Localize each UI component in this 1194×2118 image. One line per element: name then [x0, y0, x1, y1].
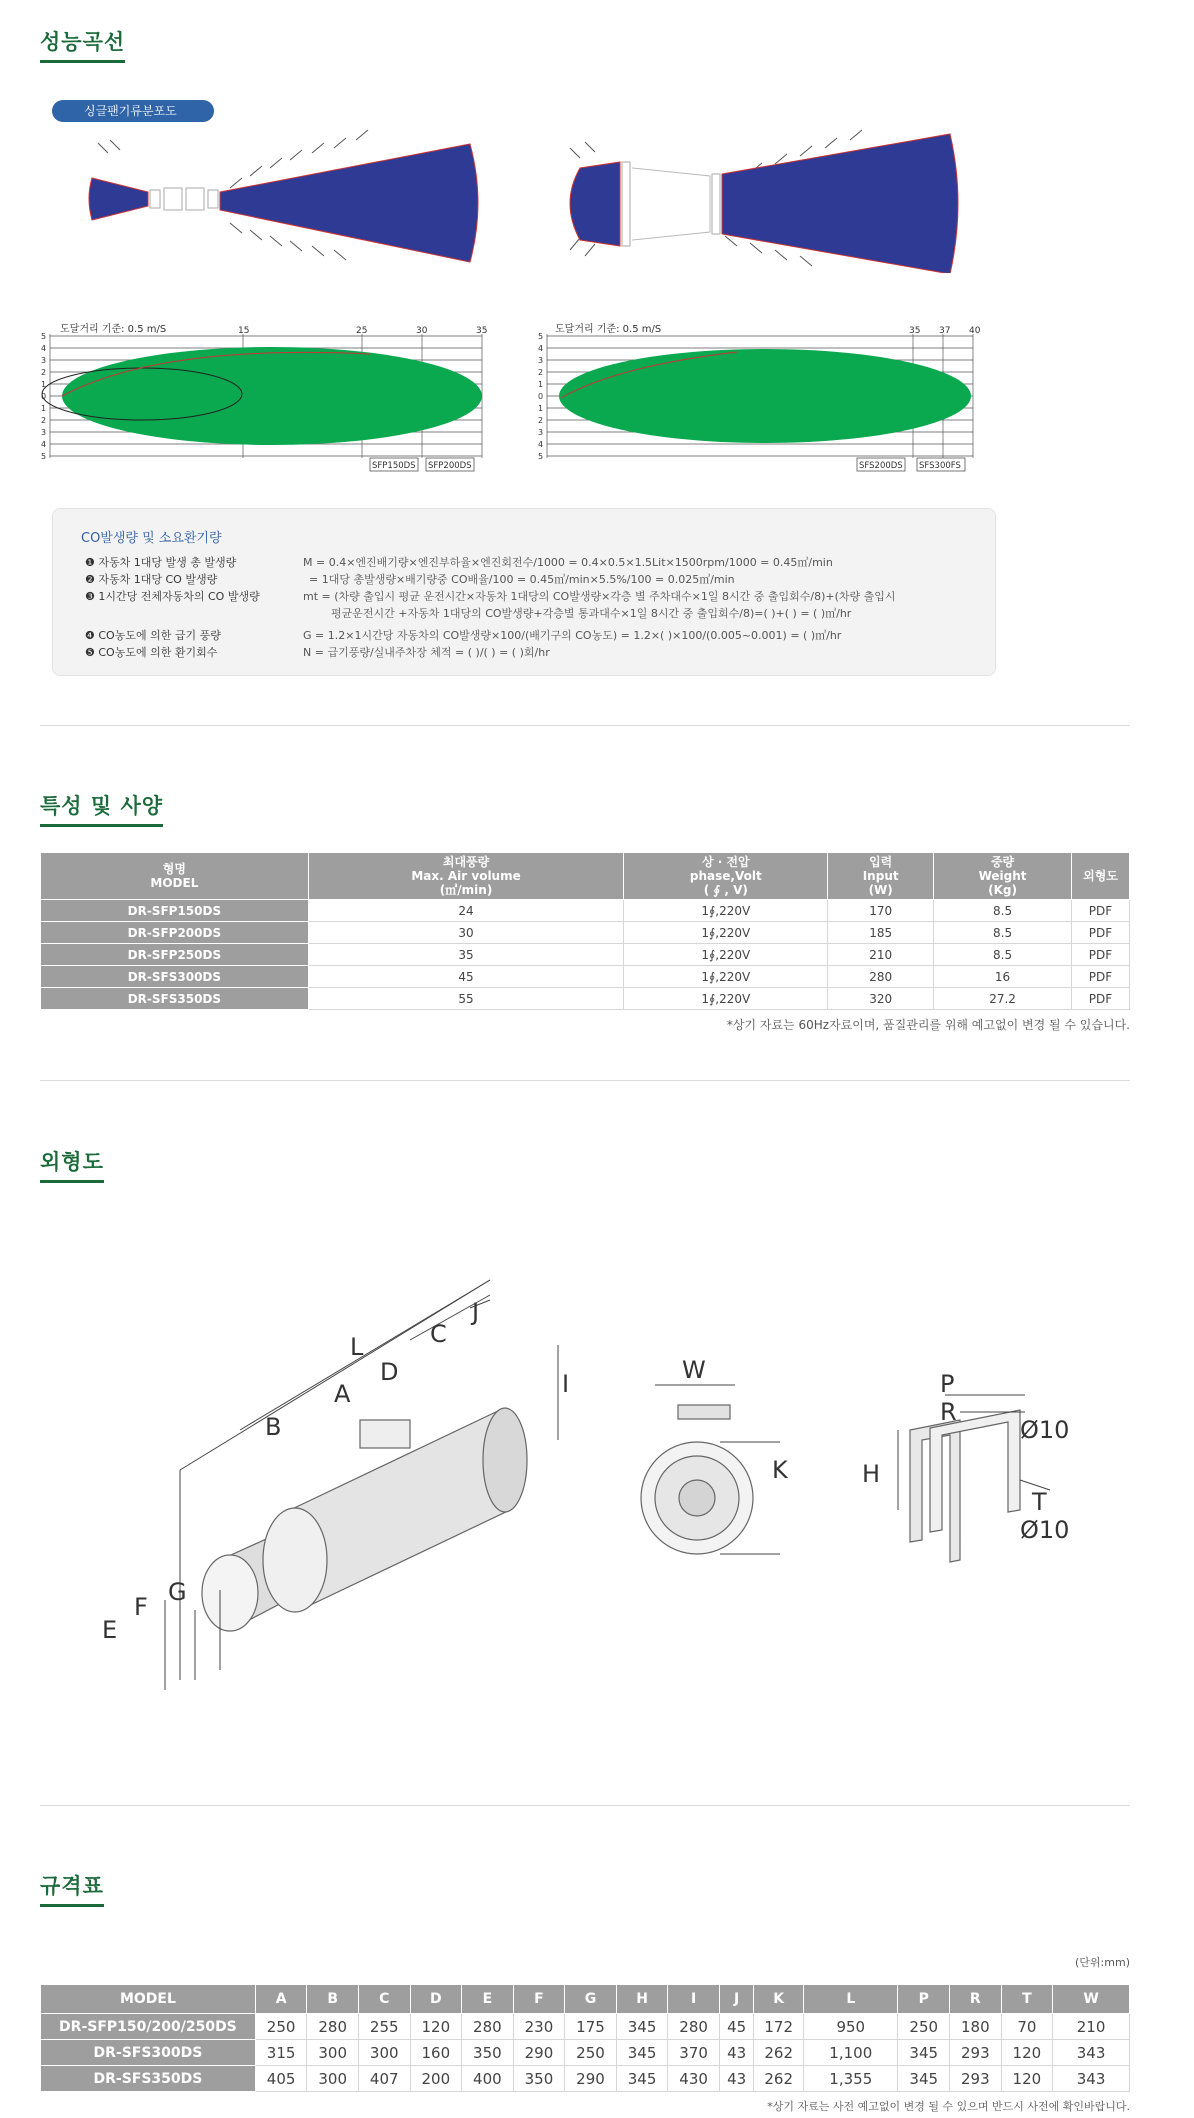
dim-cell: 262: [754, 2066, 804, 2092]
dim-cell: 180: [950, 2014, 1002, 2040]
chart-ytick: 2: [538, 368, 544, 377]
dim-header-cell: R: [950, 1985, 1002, 2014]
dim-cell: 172: [754, 2014, 804, 2040]
model-cell: DR-SFS350DS: [41, 988, 309, 1010]
spec-header-row: [41, 853, 1130, 900]
dim-cell: 1,355: [804, 2066, 898, 2092]
dim-cell: 262: [754, 2040, 804, 2066]
outline-drawing: [80, 1260, 1120, 1700]
chart-ytick: 4: [41, 344, 47, 353]
pdf-link[interactable]: PDF: [1072, 944, 1130, 966]
dim-label: P: [940, 1370, 955, 1398]
co-formula: mt = (차량 출입시 평균 운전시간×자동차 1대당의 CO발생량×각층 별 주차대수×1일 8시간 중 출입회수/8)+(차량 출입시: [303, 590, 896, 603]
chart1-model-label: SFP150DS: [372, 461, 416, 471]
chart1-model-label: SFP200DS: [428, 461, 472, 471]
dim-cell: 370: [668, 2040, 720, 2066]
dim-cell: 293: [950, 2066, 1002, 2092]
co-calculation-box: [52, 508, 996, 676]
dim-header-cell: I: [668, 1985, 720, 2014]
phase-cell: 1∮,220V: [624, 966, 828, 988]
chart-ytick: 2: [41, 368, 47, 377]
input-cell: 320: [828, 988, 934, 1010]
air-cell: 30: [308, 922, 624, 944]
chart-ytick: 3: [538, 428, 544, 437]
dim-cell: 1,100: [804, 2040, 898, 2066]
phase-cell: 1∮,220V: [624, 900, 828, 922]
weight-cell: 8.5: [934, 922, 1072, 944]
model-cell: DR-SFS300DS: [41, 2040, 256, 2066]
co-label: ❸ 1시간당 전체자동차의 CO 발생량: [85, 590, 260, 603]
dim-cell: 250: [565, 2040, 617, 2066]
dim-header-cell: G: [565, 1985, 617, 2014]
input-cell: 280: [828, 966, 934, 988]
dim-header-cell: W: [1053, 1985, 1130, 2014]
input-cell: 170: [828, 900, 934, 922]
dimension-table: [40, 1984, 1130, 2092]
dim-label: D: [380, 1358, 399, 1386]
dim-label: Ø10: [1020, 1516, 1070, 1544]
dim-header-cell: F: [513, 1985, 565, 2014]
divider: [40, 1805, 1130, 1806]
chart1-caption: 도달거리 기준: 0.5 m/S: [60, 324, 167, 335]
dim-label: C: [430, 1320, 447, 1348]
dim-header-cell: E: [462, 1985, 514, 2014]
dim-cell: 43: [719, 2040, 753, 2066]
table-row: [41, 2066, 1130, 2092]
dim-label: F: [134, 1593, 148, 1621]
chart-ytick: 5: [538, 332, 544, 341]
table-row: [41, 988, 1130, 1010]
dim-header-cell: P: [898, 1985, 950, 2014]
chart-ytick: 4: [41, 440, 47, 449]
model-cell: DR-SFP150DS: [41, 900, 309, 922]
co-label: ❹ CO농도에 의한 급기 풍량: [85, 629, 221, 642]
dim-cell: 210: [1053, 2014, 1130, 2040]
double-fan-airflow-diagram: [550, 128, 970, 273]
pdf-link[interactable]: PDF: [1072, 966, 1130, 988]
dim-cell: 175: [565, 2014, 617, 2040]
dim-cell: 407: [358, 2066, 410, 2092]
dim-cell: 290: [513, 2040, 565, 2066]
weight-cell: 27.2: [934, 988, 1072, 1010]
dim-cell: 405: [255, 2066, 307, 2092]
dim-label: A: [334, 1380, 351, 1408]
dim-cell: 293: [950, 2040, 1002, 2066]
dim-cell: 70: [1001, 2014, 1053, 2040]
table-row: [41, 944, 1130, 966]
co-label: ❺ CO농도에 의한 환기회수: [85, 646, 218, 659]
chart-ytick: 1: [41, 404, 47, 413]
airflow-distribution-pill: 싱글팬기류분포도: [52, 100, 214, 122]
chart1-distribution-chart: [40, 326, 490, 480]
dim-label: H: [862, 1460, 881, 1488]
dim-header-cell: T: [1001, 1985, 1053, 2014]
dim-header-cell: J: [719, 1985, 753, 2014]
dim-cell: 315: [255, 2040, 307, 2066]
features-section-title: 특성 및 사양: [40, 790, 163, 827]
spec-header-air: 최대풍량 Max. Air volume (㎥/min): [308, 853, 624, 900]
co-box-title: CO발생량 및 소요환기량: [81, 531, 222, 546]
dim-label: I: [562, 1370, 570, 1398]
chart-ytick: 5: [41, 452, 47, 461]
table-row: [41, 922, 1130, 944]
weight-cell: 8.5: [934, 900, 1072, 922]
dim-cell: 300: [358, 2040, 410, 2066]
dim-cell: 300: [307, 2066, 359, 2092]
dim-label: J: [472, 1298, 480, 1326]
dim-cell: 345: [898, 2040, 950, 2066]
table-row: [41, 966, 1130, 988]
chart1-xtick: 30: [416, 326, 428, 336]
dim-cell: 430: [668, 2066, 720, 2092]
dim-cell: 343: [1053, 2040, 1130, 2066]
divider: [40, 725, 1130, 726]
chart-ytick: 5: [538, 452, 544, 461]
dim-label: L: [350, 1333, 364, 1361]
dim-cell: 400: [462, 2066, 514, 2092]
chart-ytick: 1: [538, 380, 544, 389]
dim-cell: 343: [1053, 2066, 1130, 2092]
dim-label: Ø10: [1020, 1416, 1070, 1444]
model-cell: DR-SFP150/200/250DS: [41, 2014, 256, 2040]
table-row: [41, 2014, 1130, 2040]
dim-label: B: [265, 1413, 282, 1441]
chart-ytick: 3: [538, 356, 544, 365]
chart-ytick: 4: [538, 440, 544, 449]
dim-cell: 280: [668, 2014, 720, 2040]
chart1-xtick: 35: [476, 326, 488, 336]
dim-cell: 290: [565, 2066, 617, 2092]
dim-cell: 160: [410, 2040, 462, 2066]
dim-cell: 120: [410, 2014, 462, 2040]
spec-note: *상기 자료는 60Hz자료이며, 품질관리를 위해 예고없이 변경 될 수 있습니다.: [726, 1018, 1130, 1032]
dim-cell: 250: [255, 2014, 307, 2040]
dim-header-cell: C: [358, 1985, 410, 2014]
dim-cell: 230: [513, 2014, 565, 2040]
dim-header-cell: K: [754, 1985, 804, 2014]
chart2-xtick: 40: [969, 326, 981, 336]
dim-cell: 200: [410, 2066, 462, 2092]
chart-ytick: 3: [41, 356, 47, 365]
spec-header-input: 입력 Input (W): [828, 853, 934, 900]
dim-header-row: [41, 1985, 1130, 2014]
dim-header-cell: A: [255, 1985, 307, 2014]
model-cell: DR-SFS300DS: [41, 966, 309, 988]
dim-header-cell: B: [307, 1985, 359, 2014]
chart-ytick: 4: [538, 344, 544, 353]
chart1-xtick: 15: [238, 326, 250, 336]
co-label: ❶ 자동차 1대당 발생 총 발생량: [85, 556, 237, 569]
dim-cell: 300: [307, 2040, 359, 2066]
chart2-model-label: SFS200DS: [859, 461, 903, 471]
chart-ytick: 0: [41, 392, 47, 401]
co-formula: 평균운전시간 +자동차 1대당의 CO발생량+각층별 통과대수×1일 8시간 중 출입회수/8)=( )+( ) = ( )㎥/hr: [331, 607, 852, 620]
model-cell: DR-SFS350DS: [41, 2066, 256, 2092]
dim-cell: 45: [719, 2014, 753, 2040]
phase-cell: 1∮,220V: [624, 944, 828, 966]
chart-ytick: 1: [538, 404, 544, 413]
table-row: [41, 900, 1130, 922]
air-cell: 35: [308, 944, 624, 966]
air-cell: 45: [308, 966, 624, 988]
model-cell: DR-SFP200DS: [41, 922, 309, 944]
air-cell: 55: [308, 988, 624, 1010]
dim-cell: 280: [462, 2014, 514, 2040]
dim-header-cell: D: [410, 1985, 462, 2014]
dim-cell: 345: [616, 2066, 668, 2092]
outline-section-title: 외형도: [40, 1146, 104, 1183]
dim-cell: 950: [804, 2014, 898, 2040]
dim-cell: 345: [616, 2040, 668, 2066]
co-label: ❷ 자동차 1대당 CO 발생량: [85, 573, 218, 586]
pdf-link[interactable]: PDF: [1072, 900, 1130, 922]
dim-header-cell: L: [804, 1985, 898, 2014]
dim-cell: 120: [1001, 2066, 1053, 2092]
dim-cell: 250: [898, 2014, 950, 2040]
chart-ytick: 1: [41, 380, 47, 389]
chart-ytick: 2: [538, 416, 544, 425]
single-fan-airflow-diagram: [80, 128, 500, 268]
spec-header-weight: 중량 Weight (Kg): [934, 853, 1072, 900]
co-formula: G = 1.2×1시간당 자동차의 CO발생량×100/(배기구의 CO농도) = 1.2×( )×100/(0.005~0.001) = ( )㎥/hr: [303, 629, 842, 642]
unit-label: (단위:mm): [1075, 1956, 1130, 1969]
dim-label: T: [1032, 1488, 1047, 1516]
chart2-distribution-chart: [537, 326, 987, 480]
phase-cell: 1∮,220V: [624, 988, 828, 1010]
dim-cell: 345: [898, 2066, 950, 2092]
pdf-link[interactable]: PDF: [1072, 988, 1130, 1010]
chart-ytick: 3: [41, 428, 47, 437]
dim-header-cell: H: [616, 1985, 668, 2014]
dim-cell: 255: [358, 2014, 410, 2040]
dim-header-cell: MODEL: [41, 1985, 256, 2014]
model-cell: DR-SFP250DS: [41, 944, 309, 966]
chart-ytick: 2: [41, 416, 47, 425]
dim-label: E: [102, 1616, 118, 1644]
co-formula: N = 급기풍량/실내주차장 체적 = ( )/( ) = ( )회/hr: [303, 646, 550, 659]
chart-ytick: 0: [538, 392, 544, 401]
chart-ytick: 5: [41, 332, 47, 341]
chart2-model-label: SFS300FS: [919, 461, 961, 471]
co-formula: = 1대당 총발생량×배기량중 CO배율/100 = 0.45㎥/min×5.5%/100 = 0.025㎥/min: [309, 573, 735, 586]
dim-cell: 345: [616, 2014, 668, 2040]
divider: [40, 1080, 1130, 1081]
dim-cell: 43: [719, 2066, 753, 2092]
input-cell: 210: [828, 944, 934, 966]
dim-cell: 350: [462, 2040, 514, 2066]
air-cell: 24: [308, 900, 624, 922]
dimension-section-title: 규격표: [40, 1870, 104, 1907]
performance-section-title: 성능곡선: [40, 26, 125, 63]
spec-table: [40, 852, 1130, 1010]
dim-cell: 350: [513, 2066, 565, 2092]
spec-header-phase: 상 · 전압 phase,Volt ( ∮ , V): [624, 853, 828, 900]
dim-label: K: [772, 1456, 788, 1484]
dim-cell: 120: [1001, 2040, 1053, 2066]
weight-cell: 8.5: [934, 944, 1072, 966]
dim-cell: 280: [307, 2014, 359, 2040]
pdf-link[interactable]: PDF: [1072, 922, 1130, 944]
spec-header-model: 형명 MODEL: [41, 853, 309, 900]
chart2-caption: 도달거리 기준: 0.5 m/S: [555, 324, 662, 335]
co-formula: M = 0.4×엔진배기량×엔진부하율×엔진회전수/1000 = 0.4×0.5×1.5Lit×1500rpm/1000 = 0.45㎥/min: [303, 556, 833, 569]
chart2-xtick: 37: [939, 326, 951, 336]
chart1-xtick: 25: [356, 326, 368, 336]
table-row: [41, 2040, 1130, 2066]
weight-cell: 16: [934, 966, 1072, 988]
dimension-note: *상기 자료는 사전 예고없이 변경 될 수 있으며 반드시 사전에 확인바랍니다.: [767, 2100, 1130, 2113]
chart2-xtick: 35: [909, 326, 921, 336]
spec-header-drawing: 외형도: [1072, 853, 1130, 900]
phase-cell: 1∮,220V: [624, 922, 828, 944]
dim-label: G: [168, 1578, 187, 1606]
dim-label: R: [940, 1398, 957, 1426]
dim-label: W: [682, 1356, 706, 1384]
input-cell: 185: [828, 922, 934, 944]
